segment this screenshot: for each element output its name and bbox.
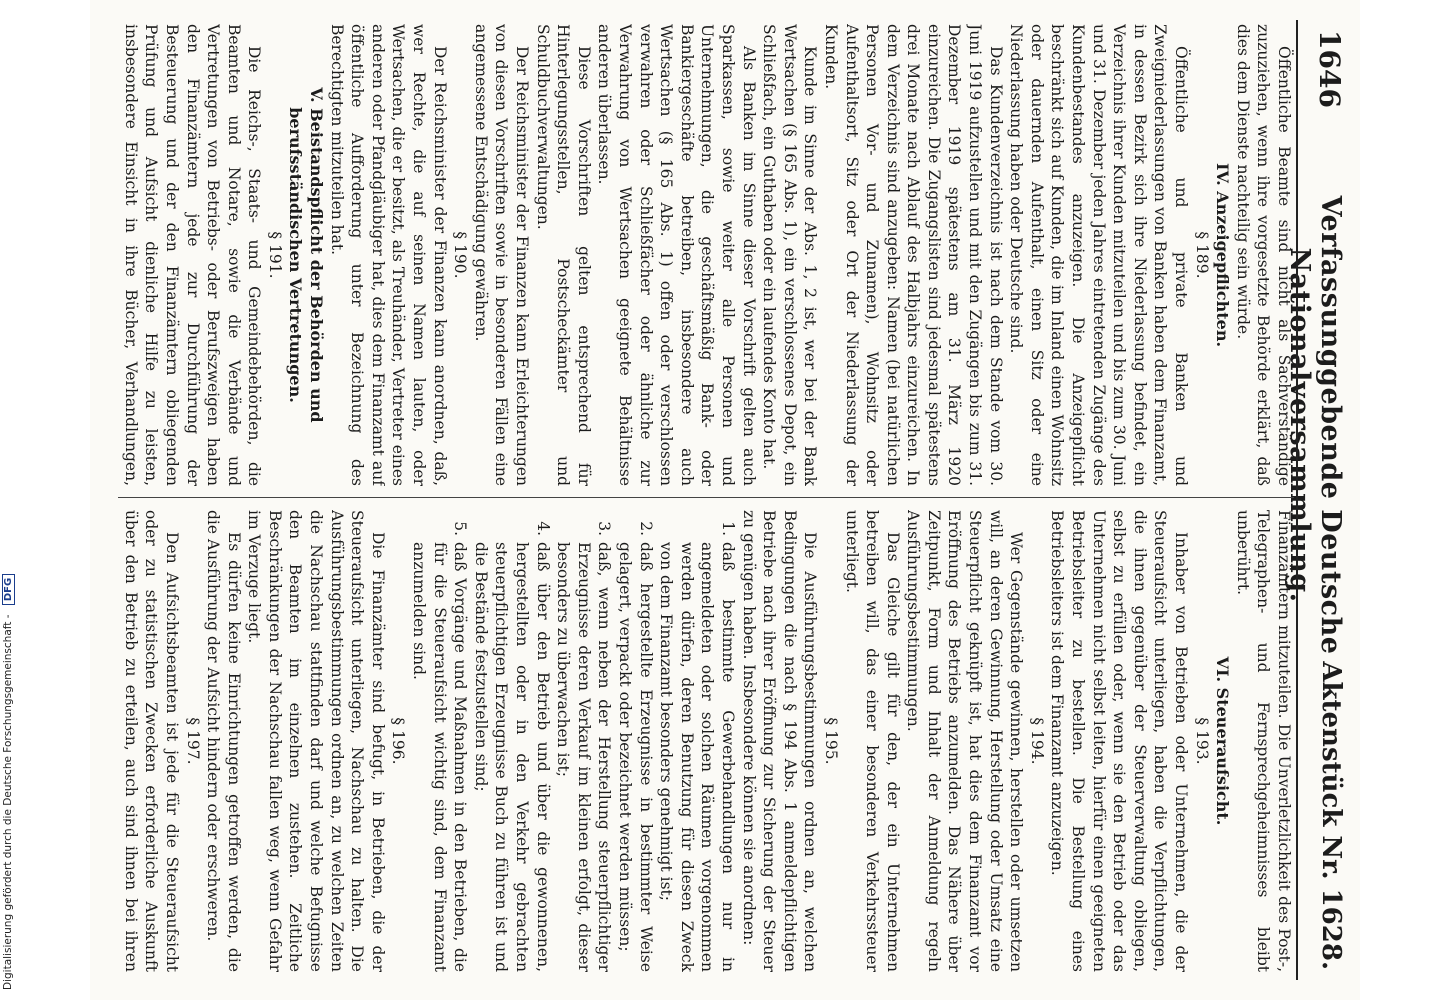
- paragraph-number-196: § 196.: [389, 717, 408, 765]
- paragraph: Kunde im Sinne der Abs. 1, 2 ist, wer bei der Bank Wertsachen (§ 165 Abs. 1), ein verschlossenes Depot, ein Schließfach, ein Guthaben oder ein laufendes Konto hat.: [760, 24, 820, 486]
- paragraph: Der Reichsminister der Finanzen kann anordnen, daß, wer Rechte, die auf seinen Namen lauten, oder Wertsachen, die er besitzt, als Treuhänder, Vertreter eines anderen oder Pfandgläubiger hat, dies dem Finanzamt auf öffentliche Aufforderung unter Bezeichnung des Berechtigten mitzuteilen hat.: [327, 24, 449, 486]
- document-number: Aktenstück Nr. 1628.: [1316, 661, 1346, 970]
- section-heading-vi: VI. Steueraufsicht.: [1213, 656, 1233, 826]
- paragraph: Es dürfen keine Einrichtungen getroffen werden, die die Ausführung der Aufsicht hindern oder erschweren.: [204, 510, 243, 972]
- page-wrapper: [90, 0, 1360, 1000]
- paragraph-number-193: § 193.: [1192, 717, 1211, 765]
- dfg-logo: DFG: [2, 574, 15, 605]
- list-item: [656, 510, 738, 972]
- left-column: [118, 24, 1294, 486]
- paragraph: Öffentliche Beamte sind nicht als Sachverständige zuzuziehen, wenn ihre vorgesetzte Behörde erklärt, daß dies dem Dienste nachteilig sein würde.: [1233, 24, 1293, 486]
- list-text: daß bestimmte Gewerbehandlungen nur in angemeldeten oder solchen Räumen vorgenommen werden dürfen, deren Benutzung für diesen Zweck von dem Finanzamt besonders genehmigt ist;: [657, 542, 737, 972]
- list-text: daß über den Betrieb und über die gewonnenen, hergestellten oder in den Verkehr gebrachten steuerpflichtigen Erzeugnisse Buch zu führen ist und die Bestände festzustellen sind;: [471, 542, 552, 972]
- paragraph-number-190: § 190.: [451, 231, 470, 279]
- paragraph-number-191: § 191.: [265, 231, 284, 279]
- scanned-page: [90, 0, 1360, 1000]
- paragraph: Die Finanzämter sind befugt, in Betrieben, die der Steueraufsicht unterliegen, Nachschau zu halten. Die Ausführungsbestimmungen ordnen an, zu welchen Zeiten die Nachschau stattfinden darf und welche Befugnisse den Beamten im einzelnen zustehen. Zeitliche Beschränkungen der Nachschau fallen weg, wenn Gefahr im Verzuge liegt.: [245, 510, 387, 972]
- paragraph: Der Reichsminister der Finanzen kann Erleichterungen von diesen Vorschriften sowie in besonderen Fällen eine angemessene Entschädigung gewähren.: [471, 24, 532, 486]
- paragraph-number-194: § 194.: [1027, 717, 1046, 765]
- paragraph: Wer Gegenstände gewinnen, herstellen oder umsetzen will, an deren Gewinnung, Herstellung oder Umsatz eine Steuerpflicht geknüpft ist, hat dies dem Finanzamt vor Eröffnung des Betriebs anzumelden. Das Nähere über Zeitpunkt, Form und Inhalt der Anmeldung regeln Ausführungsbestimmungen.: [904, 510, 1026, 972]
- column-divider: [118, 497, 1294, 498]
- list-number: 4.: [533, 521, 552, 536]
- paragraph: Das Kundenverzeichnis ist nach dem Stande vom 30. Juni 1919 aufzustellen und mit den Zugängen bis zum 31. Dezember 1919 spätestens am 31. März 1920 einzureichen. Die Zugangslisten sind jedesmal spätestens drei Monate nach Ablauf des Halbjahrs einzureichen. In dem Verzeichnis sind anzugeben: Namen (bei natürlichen Personen Vor- und Zunamen), Wohnsitz oder Aufenthaltsort, Sitz oder Ort der Niederlassung der Kunden.: [821, 24, 1005, 486]
- list-number: 1.: [718, 521, 737, 536]
- paragraph: Die Ausführungsbestimmungen ordnen an, welchen Bedingungen die nach § 194 Abs. 1 anmeldepflichtigen Betriebe nach ihrer Eröffnung zur Sicherung der Steuer zu genügen haben. Insbesondere können sie anordnen:: [739, 510, 820, 972]
- list-item: [614, 510, 655, 972]
- paragraph: Den Aufsichtsbeamten ist jede für die Steueraufsicht oder zu statistischen Zwecken erforderliche Auskunft über den Betrieb zu erteilen, auch sind ihnen bei ihren: [121, 510, 181, 972]
- list-number: 5.: [451, 521, 470, 536]
- page-header: [1284, 30, 1354, 970]
- list-text: daß, wenn neben der Herstellung steuerpflichtiger Erzeugnisse deren Verkauf im kleinen erfolgt, dieser besonders zu überwachen ist;: [554, 542, 614, 972]
- list-item: [553, 510, 615, 972]
- list-text: daß Vorgänge und Maßnahmen in den Betrieben, die für die Steueraufsicht wichtig sind, dem Finanzamt anzumelden sind.: [410, 542, 470, 972]
- list-item: [470, 510, 552, 972]
- paragraph: Öffentliche und private Banken und Zweigniederlassungen von Banken haben dem Finanzamt, in dessen Bezirk sich ihre Niederlassung befindet, ein Verzeichnis ihrer Kunden mitzuteilen und bis zum 30. Juni und 31. Dezember jeden Jahres eintretenden Zugänge des Kundenbestandes anzuzeigen. Die Anzeigepflicht beschränkt sich auf Kunden, die im Inland einen Wohnsitz oder dauernden Aufenthalt, einen Sitz oder eine Niederlassung haben oder Deutsche sind.: [1007, 24, 1191, 486]
- header-rule: [1296, 20, 1298, 980]
- section-heading-iv: IV. Anzeigepflichten.: [1213, 162, 1233, 348]
- list-item: [408, 510, 470, 972]
- footer-text: Digitalisierung gefördert durch die Deutsche Forschungsgemeinschaft -: [2, 614, 14, 990]
- list-number: 2.: [636, 521, 655, 536]
- paragraph-number-189: § 189.: [1192, 231, 1211, 279]
- list-text: daß hergestellte Erzeugnisse in bestimmter Weise gelagert, verpackt oder bezeichnet werden müssen;: [616, 542, 655, 972]
- page-title: Verfassunggebende Deutsche Nationalversammlung.: [1284, 195, 1346, 655]
- digitization-footer: [0, 10, 20, 990]
- paragraph: Als Banken im Sinne dieser Vorschrift gelten auch Sparkassen, sowie weiter alle Personen und Unternehmungen, die geschäftsmäßig Bank- oder Bankiergeschäfte betreiben, insbesondere auch Wertsachen (§ 165 Abs. 1) offen oder verschlossen verwahren oder Schließfächer oder ähnliche zur Verwahrung von Wertsachen geeignete Behältnisse anderen überlassen.: [595, 24, 758, 486]
- paragraph: Das Gleiche gilt für den, der ein Unternehmen betreiben will, das einer besonderen Verkehrssteuer unterliegt.: [842, 510, 902, 972]
- paragraph: Inhaber von Betrieben oder Unternehmen, die der Steueraufsicht unterliegen, haben die Verpflichtungen, die ihnen gegenüber der Steuerverwaltung obliegen, selbst zu erfüllen oder, wenn sie den Betrieb oder das Unternehmen nicht selbst leiten, hierfür einen geeigneten Betriebsleiter zu bestellen. Die Bestellung eines Betriebsleiters ist dem Finanzamt anzuzeigen.: [1048, 510, 1191, 972]
- paragraph-number-195: § 195.: [821, 717, 840, 765]
- page-number: 1646: [1313, 30, 1346, 108]
- paragraph: Diese Vorschriften gelten entsprechend für Hinterlegungsstellen, Postscheckämter und Schuldbuchverwaltungen.: [533, 24, 593, 486]
- section-heading-v: V. Beistandspflicht der Behörden und berufsständischen Vertretungen.: [286, 87, 327, 423]
- list-number: 3.: [595, 521, 614, 536]
- paragraph: Finanzämtern mitzuteilen. Die Unverletzlichkeit des Post-, Telegraphen- und Fernsprechgeheimnisses bleibt unberührt.: [1233, 510, 1293, 972]
- paragraph-number-197: § 197.: [183, 717, 202, 765]
- paragraph: Die Reichs-, Staats- und Gemeindebehörden, die Beamten und Notare, sowie die Verbände und Vertretungen von Betriebs- oder Berufszweigen haben den Finanzämtern jede zur Durchführung der Besteuerung und der den Finanzämtern obliegenden Prüfung und Aufsicht dienliche Hilfe zu leisten, insbesondere Einsicht in ihre Bücher, Verhandlungen,: [121, 24, 264, 486]
- right-column: [118, 510, 1294, 972]
